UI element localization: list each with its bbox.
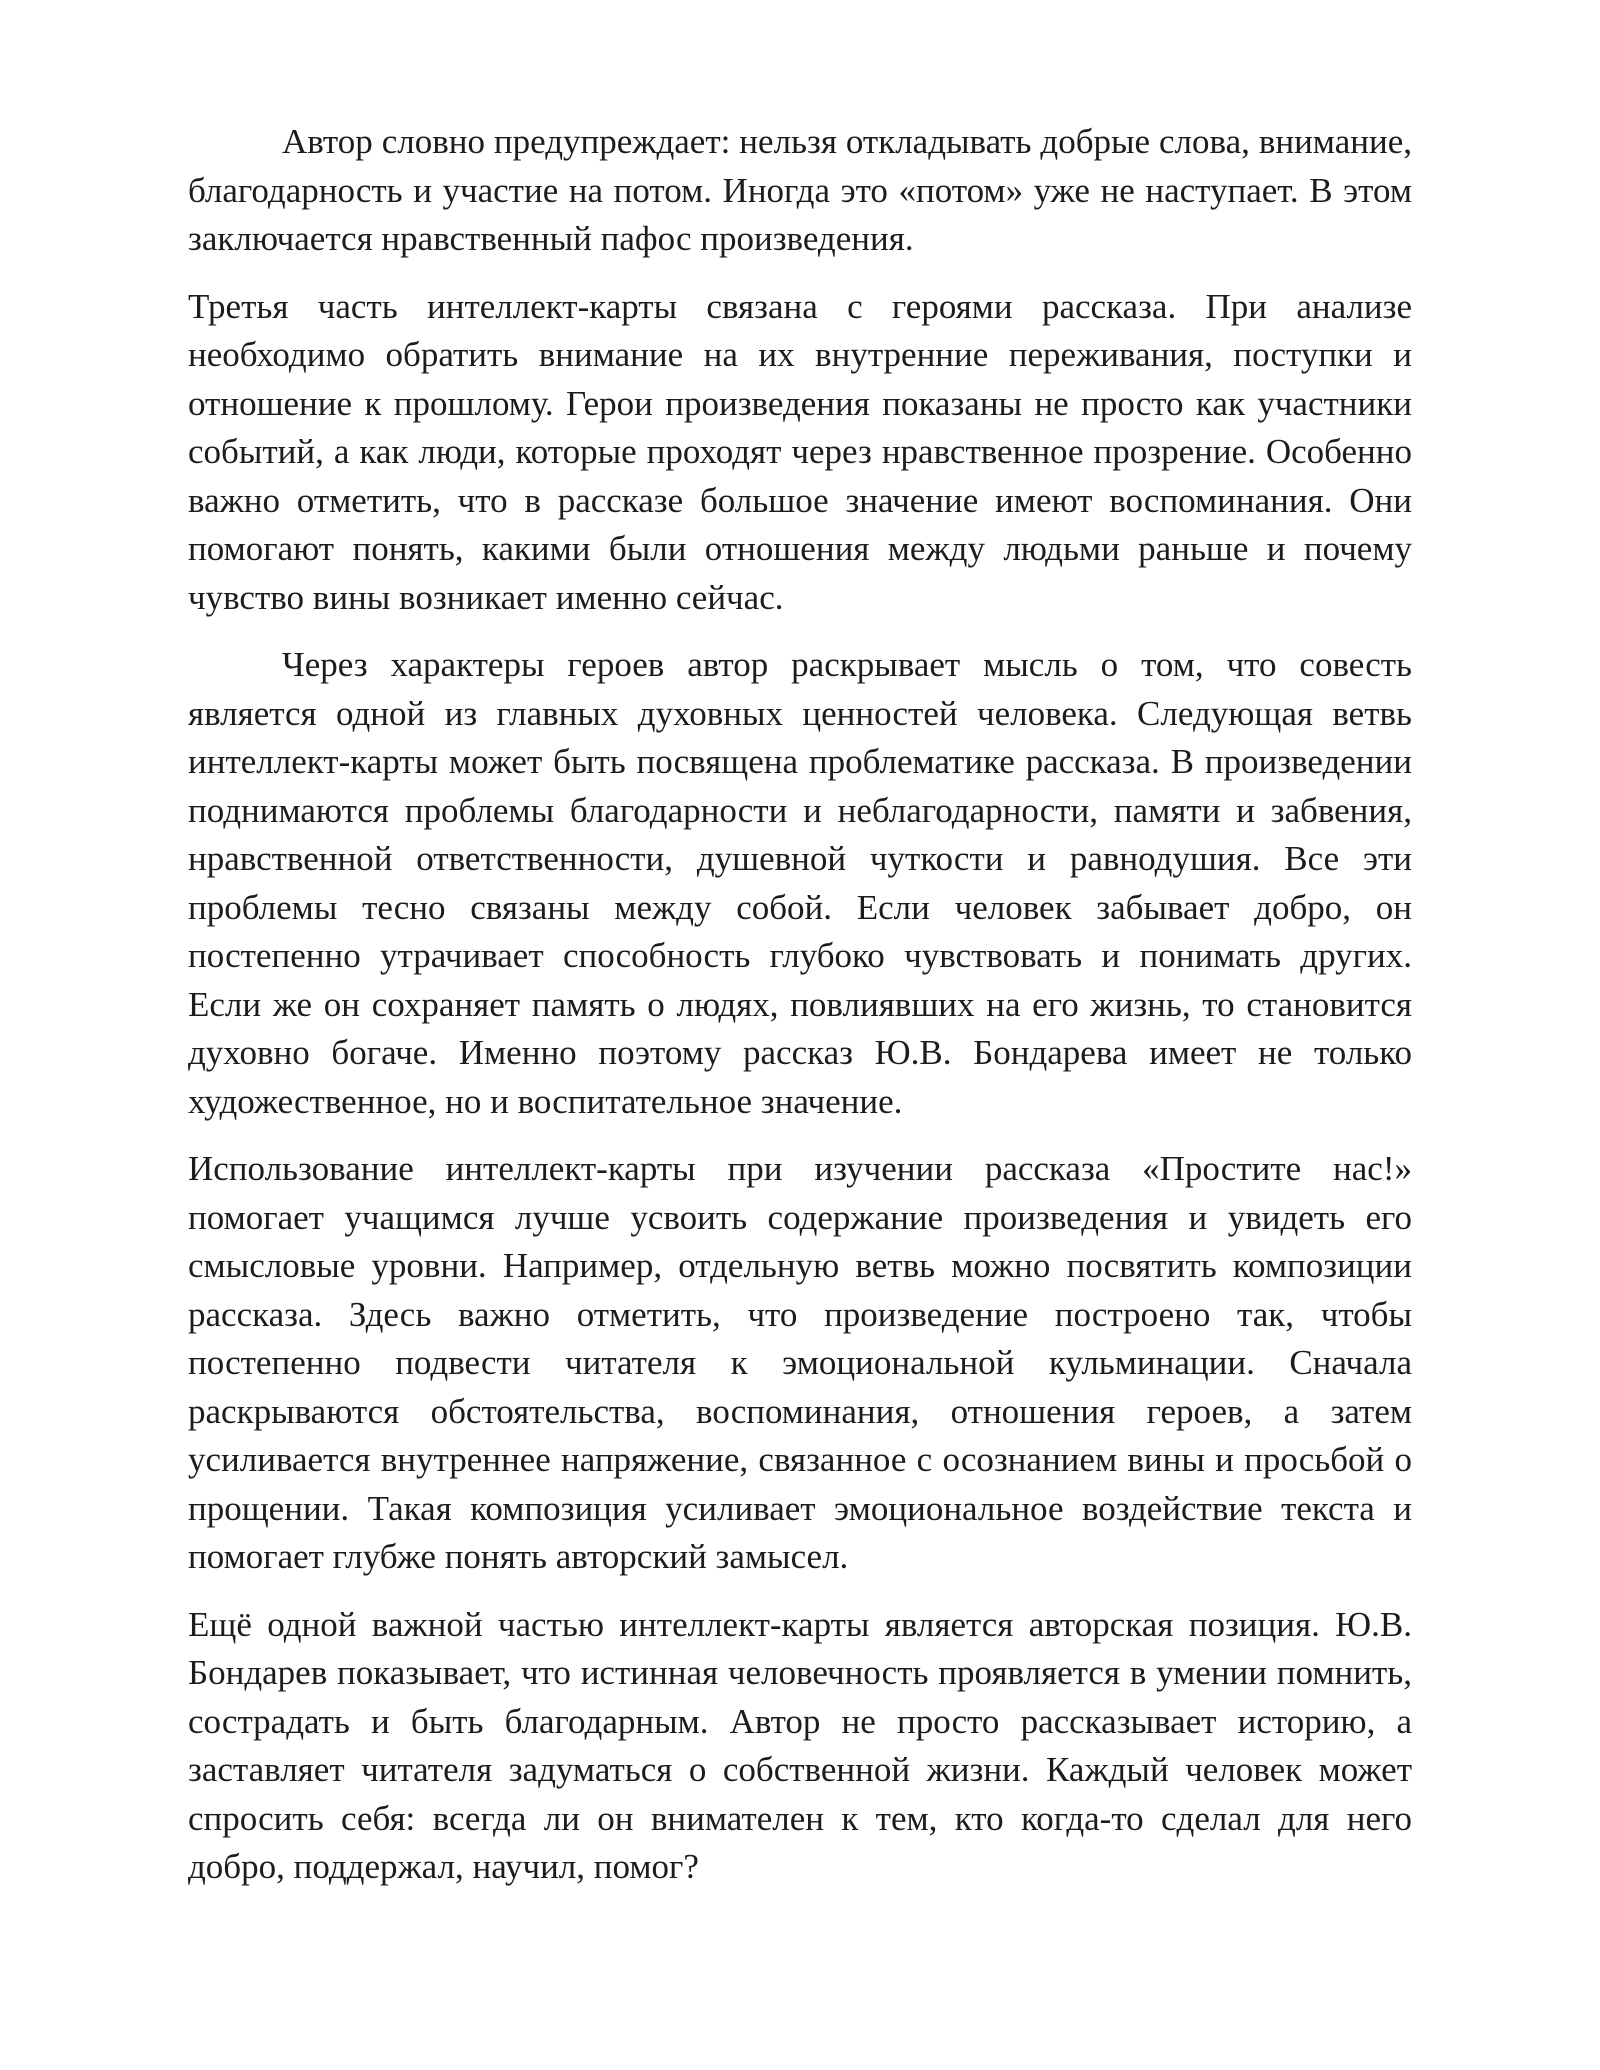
paragraph-4: Использование интеллект-карты при изучении рассказа «Простите нас!» помогает учащимся лучше усвоить содержание произведения и увидеть его смысловые уровни. Например, отдельную ветвь можно посвятить композиции рассказа. Здесь важно отметить, что произведение построено так, чтобы постепенно подвести читателя к эмоциональной кульминации. Сначала раскрываются обстоятельства, воспоминания, отношения героев, а затем усиливается внутреннее напряжение, связанное с осознанием вины и просьбой о прощении. Такая композиция усиливает эмоциональное воздействие текста и помогает глубже понять авторский замысел. (188, 1149, 1412, 1576)
paragraph-5: Ещё одной важной частью интеллект-карты является авторская позиция. Ю.В. Бондарев показывает, что истинная человечность проявляется в умении помнить, сострадать и быть благодарным. Автор не просто рассказывает историю, а заставляет читателя задуматься о собственной жизни. Каждый человек может спросить себя: всегда ли он внимателен к тем, кто когда-то сделал для него добро, поддержал, научил, помог? (188, 1604, 1412, 1886)
document-page (188, 118, 1412, 1911)
paragraph-1: Автор словно предупреждает: нельзя откладывать добрые слова, внимание, благодарность и участие на потом. Иногда это «потом» уже не наступает. В этом заключается нравственный пафос произведения. (188, 122, 1412, 258)
paragraph-3: Через характеры героев автор раскрывает мысль о том, что совесть является одной из главных духовных ценностей человека. Следующая ветвь интеллект-карты может быть посвящена проблематике рассказа. В произведении поднимаются проблемы благодарности и неблагодарности, памяти и забвения, нравственной ответственности, душевной чуткости и равнодушия. Все эти проблемы тесно связаны между собой. Если человек забывает добро, он постепенно утрачивает способность глубоко чувствовать и понимать других. Если же он сохраняет память о людях, повлиявших на его жизнь, то становится духовно богаче. Именно поэтому рассказ Ю.В. Бондарева имеет не только художественное, но и воспитательное значение. (188, 645, 1412, 1121)
paragraph-2: Третья часть интеллект-карты связана с героями рассказа. При анализе необходимо обратить внимание на их внутренние переживания, поступки и отношение к прошлому. Герои произведения показаны не просто как участники событий, а как люди, которые проходят через нравственное прозрение. Особенно важно отметить, что в рассказе большое значение имеют воспоминания. Они помогают понять, какими были отношения между людьми раньше и почему чувство вины возникает именно сейчас. (188, 286, 1412, 617)
